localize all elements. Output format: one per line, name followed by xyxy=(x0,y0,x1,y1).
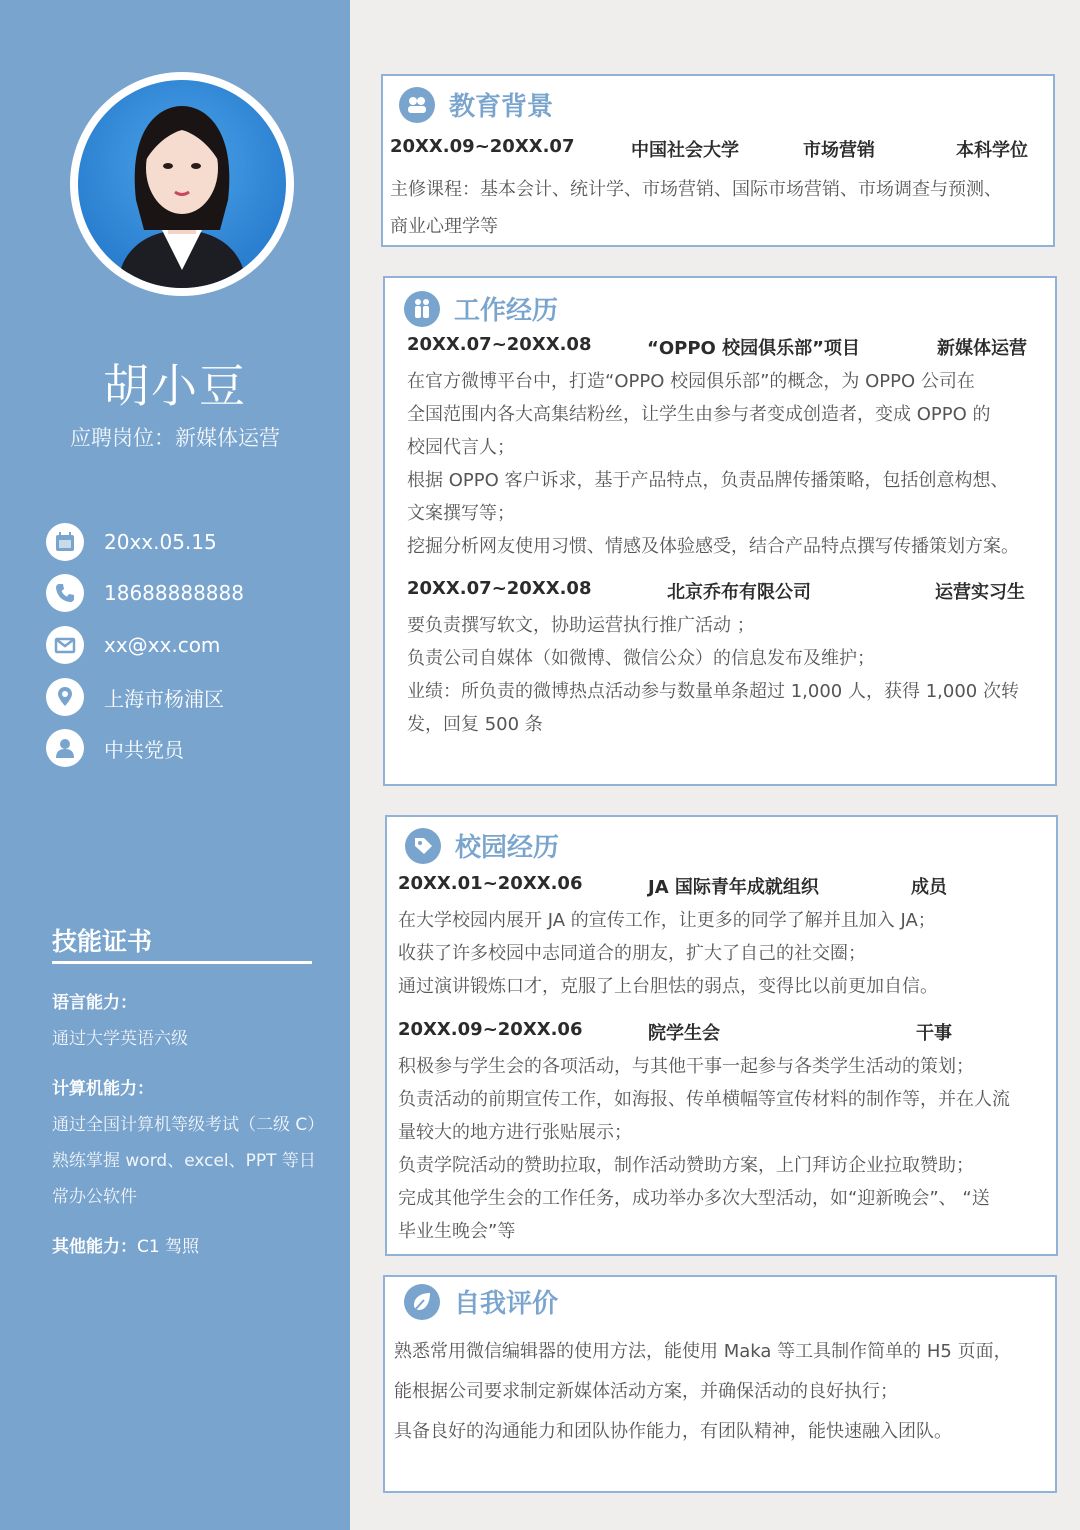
other-text: C1 驾照 xyxy=(137,1237,200,1257)
work-line: 文案撰写等； xyxy=(407,503,515,524)
applicant-name: 胡小豆 xyxy=(103,359,247,413)
campus-line: 通过演讲锻炼口才，克服了上台胆怯的弱点，变得比以前更加自信。 xyxy=(398,976,938,997)
language-label: 语言能力： xyxy=(52,993,137,1013)
work-line: 在官方微博平台中，打造“OPPO 校园俱乐部”的概念，为 OPPO 公司在 xyxy=(407,371,975,392)
political-text: 中共党员 xyxy=(104,737,184,762)
work-line: 根据 OPPO 客户诉求，基于产品特点，负责品牌传播策略，包括创意构想、 xyxy=(407,470,1009,491)
contact-birthday xyxy=(46,522,217,562)
language-text: 通过大学英语六级 xyxy=(52,1029,188,1049)
work-header xyxy=(404,290,558,327)
campus-role: 干事 xyxy=(916,1023,952,1044)
work-line: 全国范围内各大高集结粉丝，让学生由参与者变成创造者，变成 OPPO 的 xyxy=(407,404,991,425)
contact-phone xyxy=(46,573,244,613)
self-eval-section xyxy=(383,1275,1057,1493)
campus-header xyxy=(405,827,559,864)
birthday-text: 20xx.05.15 xyxy=(104,530,217,554)
computer-line: 通过全国计算机等级考试（二级 C） xyxy=(52,1115,325,1135)
campus-line: 在大学校园内展开 JA 的宣传工作，让更多的同学了解并且加入 JA； xyxy=(398,910,936,931)
education-period: 20XX.09~20XX.07 xyxy=(390,136,575,157)
sidebar xyxy=(0,0,350,1530)
campus-line: 收获了许多校园中志同道合的朋友，扩大了自己的社交圈； xyxy=(398,943,866,964)
portrait-photo xyxy=(78,80,286,288)
education-major: 市场营销 xyxy=(803,140,875,161)
other-label: 其他能力： xyxy=(52,1237,137,1257)
self-eval-line: 熟悉常用微信编辑器的使用方法，能使用 Maka 等工具制作简单的 H5 页面， xyxy=(394,1341,1012,1362)
contact-address xyxy=(46,677,224,717)
work-line: 校园代言人； xyxy=(407,437,515,458)
campus-org: 院学生会 xyxy=(648,1023,720,1044)
campus-line: 完成其他学生会的工作任务，成功举办多次大型活动，如“迎新晚会”、 “送 xyxy=(398,1188,990,1209)
campus-section xyxy=(385,815,1058,1256)
education-section xyxy=(381,74,1055,247)
calendar-icon xyxy=(46,523,84,561)
work-role: 运营实习生 xyxy=(935,582,1025,603)
avatar xyxy=(70,72,294,296)
education-course-line: 主修课程：基本会计、统计学、市场营销、国际市场营销、市场调查与预测、 xyxy=(390,179,1002,200)
skills-title: 技能证书 xyxy=(52,927,153,956)
campus-line: 毕业生晚会”等 xyxy=(398,1221,516,1242)
work-section xyxy=(383,276,1057,786)
work-role: 新媒体运营 xyxy=(937,338,1027,359)
campus-title: 校园经历 xyxy=(455,833,560,863)
campus-line: 负责学院活动的赞助拉取，制作活动赞助方案，上门拜访企业拉取赞助； xyxy=(398,1155,974,1176)
computer-label: 计算机能力： xyxy=(52,1079,154,1099)
education-icon xyxy=(399,87,435,123)
campus-line: 负责活动的前期宣传工作，如海报、传单横幅等宣传材料的制作等，并在人流 xyxy=(398,1089,1010,1110)
campus-period: 20XX.09~20XX.06 xyxy=(398,1019,583,1040)
campus-org: JA 国际青年成就组织 xyxy=(648,877,819,898)
contact-email xyxy=(46,625,220,665)
work-org: 北京乔布有限公司 xyxy=(667,582,811,603)
self-eval-title: 自我评价 xyxy=(454,1289,559,1319)
self-eval-line: 能根据公司要求制定新媒体活动方案，并确保活动的良好执行； xyxy=(394,1381,898,1402)
skills-divider xyxy=(52,961,312,964)
education-header xyxy=(399,86,553,123)
contact-political xyxy=(46,728,184,768)
other-skills xyxy=(52,1232,199,1257)
person-icon xyxy=(46,729,84,767)
leaf-icon xyxy=(404,1284,440,1320)
work-period: 20XX.07~20XX.08 xyxy=(407,334,592,355)
work-line: 发，回复 500 条 xyxy=(407,714,543,735)
campus-line: 量较大的地方进行张贴展示； xyxy=(398,1122,632,1143)
education-title: 教育背景 xyxy=(449,92,554,122)
email-text: xx@xx.com xyxy=(104,633,221,657)
work-line: 业绩：所负责的微博热点活动参与数量单条超过 1,000 人，获得 1,000 次转 xyxy=(407,681,1019,702)
work-period: 20XX.07~20XX.08 xyxy=(407,578,592,599)
phone-text: 18688888888 xyxy=(104,581,244,605)
work-icon xyxy=(404,291,440,327)
work-line: 要负责撰写软文，协助运营执行推广活动 ； xyxy=(407,615,755,636)
education-course-line: 商业心理学等 xyxy=(390,216,498,237)
education-school: 中国社会大学 xyxy=(631,140,739,161)
campus-icon xyxy=(405,828,441,864)
computer-line: 熟练掌握 word、excel、PPT 等日 xyxy=(52,1151,316,1171)
phone-icon xyxy=(46,574,84,612)
education-degree: 本科学位 xyxy=(956,140,1028,161)
campus-line: 积极参与学生会的各项活动，与其他干事一起参与各类学生活动的策划； xyxy=(398,1056,974,1077)
work-org: “OPPO 校园俱乐部”项目 xyxy=(647,338,860,359)
work-line: 挖掘分析网友使用习惯、情感及体验感受，结合产品特点撰写传播策划方案。 xyxy=(407,536,1019,557)
self-eval-line: 具备良好的沟通能力和团队协作能力，有团队精神，能快速融入团队。 xyxy=(394,1421,952,1442)
computer-line: 常办公软件 xyxy=(52,1187,137,1207)
address-text: 上海市杨浦区 xyxy=(104,686,224,711)
work-title: 工作经历 xyxy=(454,296,559,326)
job-title: 应聘岗位：新媒体运营 xyxy=(70,426,280,450)
campus-period: 20XX.01~20XX.06 xyxy=(398,873,583,894)
mail-icon xyxy=(46,626,84,664)
self-eval-header xyxy=(404,1283,558,1320)
work-line: 负责公司自媒体（如微博、微信公众）的信息发布及维护； xyxy=(407,648,875,669)
location-icon xyxy=(46,678,84,716)
campus-role: 成员 xyxy=(911,877,947,898)
